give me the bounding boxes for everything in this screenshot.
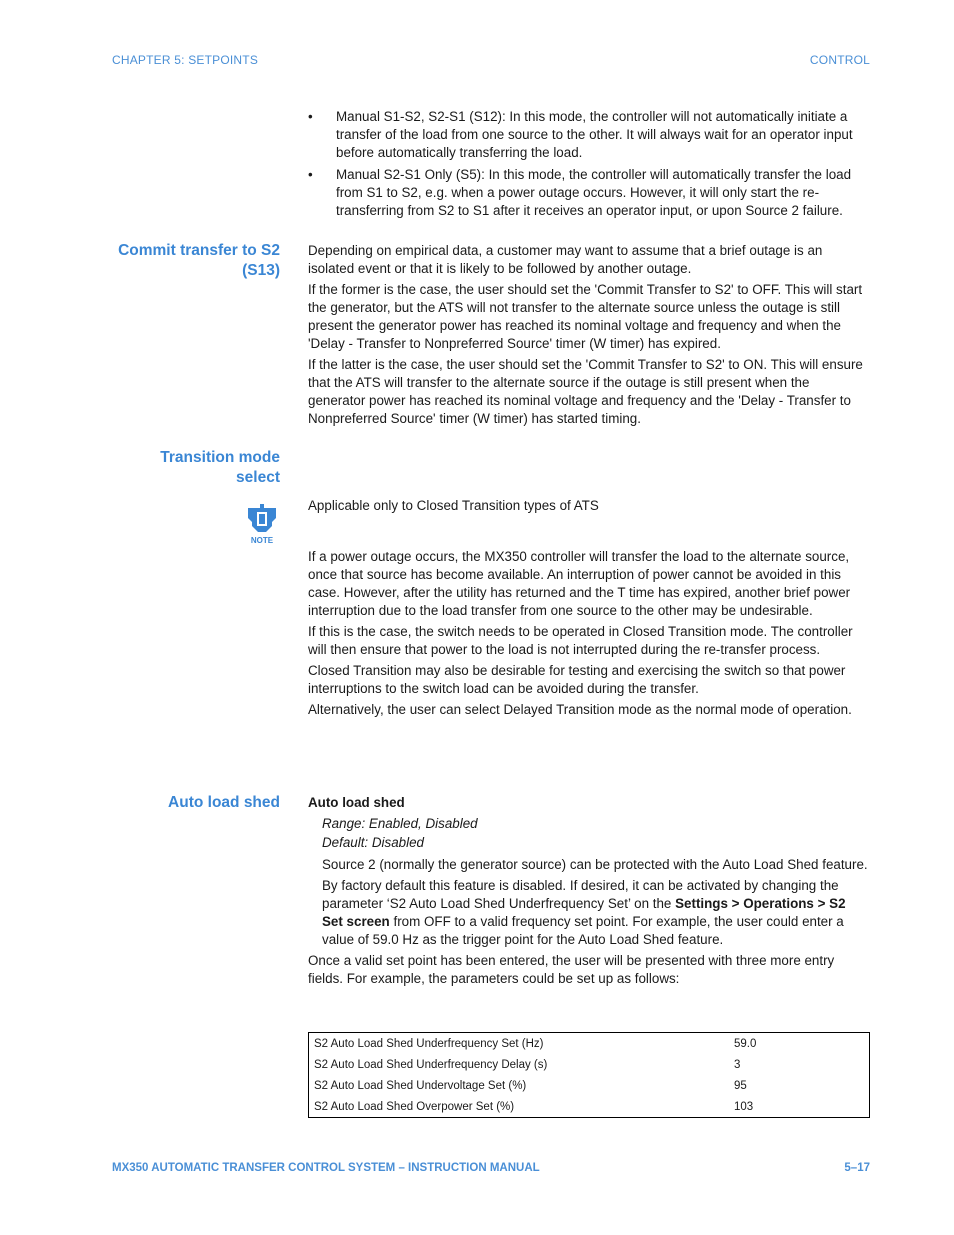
paragraph: If the former is the case, the user should set the 'Commit Transfer to S2' to OFF. This will start the generator, but the ATS will not transfer to the alternate source unless the outage is still present the generator power has reached its nominal voltage and frequency and when the 'Delay - Transfer to Nonpreferred Source' timer (W timer) has expired. [308,282,863,351]
section-heading-commit-transfer: Commit transfer to S2 (S13) [118,242,280,279]
setpoint-name: Auto load shed [308,795,405,810]
table-cell-name: S2 Auto Load Shed Underfrequency Set (Hz) [314,1037,544,1050]
setpoint-range: Range: Enabled, Disabled [322,816,478,831]
paragraph: Once a valid set point has been entered, the user will be presented with three more entry fields. For example, the parameters could be set up as follows: [308,953,835,986]
table-row [309,1054,870,1075]
page-number: 5–17 [844,1162,870,1174]
setpoint-table [308,1032,870,1118]
paragraph: Depending on empirical data, a customer may want to assume that a brief outage is an isolated event or that it is likely to be followed by another outage. [308,243,823,276]
paragraph: By factory default this feature is disabled. If desired, it can be activated by changing the parameter ‘S2 Auto Load Shed Underfrequency Set’ on the Settings > Operations > S2 Set screen from OFF to a valid frequency set point. For example, the user could enter a value of 59.0 Hz as the trigger point for the Auto Load Shed feature. [322,878,846,947]
setpoint-default: Default: Disabled [322,835,424,850]
paragraph: If the latter is the case, the user should set the 'Commit Transfer to S2' to ON. This will ensure that the ATS will transfer to the alternate source if the outage is still present when the generator power has reached its nominal voltage and frequency and the 'Delay - Transfer to Nonpreferred Source' timer (W timer) has started timing. [308,357,863,426]
table-cell-value: 103 [734,1100,754,1113]
note-text: Applicable only to Closed Transition types of ATS [308,498,599,513]
table-row [309,1033,870,1055]
table-cell-value: 95 [734,1079,747,1092]
table-row [309,1096,870,1118]
auto-load-shed-body [308,794,870,991]
table-cell-value: 59.0 [734,1037,757,1050]
paragraph: Closed Transition may also be desirable for testing and exercising the switch so that power interruptions to the switch load can be avoided during the transfer. [308,663,846,696]
paragraph: Source 2 (normally the generator source) can be protected with the Auto Load Shed feature. [322,857,868,872]
list-item: • Manual S1-S2, S2-S1 (S12): In this mode, the controller will not automatically initiate a transfer of the load from one source to the other. It will always wait for an operator input before automatically transferring the load. [308,109,853,160]
section-heading-transition-mode: Transition mode select [160,449,280,486]
note-label: NOTE [250,536,274,545]
list-item: • Manual S2-S1 Only (S5): In this mode, the controller will automatically transfer the load from S1 to S2, e.g. when a power outage occurs. However, it will only start the re-transferring from S2 to S1 after it receives an operator input, or upon Source 2 failure. [308,167,852,218]
commit-transfer-body [308,242,870,431]
table-cell-name: S2 Auto Load Shed Undervoltage Set (%) [314,1079,527,1092]
running-footer-title: MX350 AUTOMATIC TRANSFER CONTROL SYSTEM – INSTRUCTION MANUAL [112,1162,540,1174]
paragraph: If a power outage occurs, the MX350 controller will transfer the load to the alternate source, once that source has become available. An interruption of power cannot be avoided in this case. However, after the utility has returned and the T time has expired, another brief power interruption due to the load transfer from one source to the other may be undesirable. [308,549,851,618]
section-heading-auto-load-shed: Auto load shed [168,794,280,811]
running-header-section: CONTROL [809,53,870,67]
table-cell-name: S2 Auto Load Shed Underfrequency Delay (s) [314,1058,548,1071]
bullet-icon: • [308,109,313,124]
table-cell-name: S2 Auto Load Shed Overpower Set (%) [314,1100,515,1113]
mode-bullets [308,108,870,224]
transition-mode-body [308,548,870,722]
menu-path: Settings > Operations > S2 Set screen [322,896,846,929]
paragraph: Alternatively, the user can select Delayed Transition mode as the normal mode of operation. [308,702,852,717]
table-row [309,1075,870,1096]
bullet-icon: • [308,167,313,182]
running-header-chapter: CHAPTER 5: SETPOINTS [112,53,259,67]
paragraph: If this is the case, the switch needs to be operated in Closed Transition mode. The controller will then ensure that power to the load is not interrupted during the re-transfer process. [308,624,853,657]
table-cell-value: 3 [734,1058,741,1071]
